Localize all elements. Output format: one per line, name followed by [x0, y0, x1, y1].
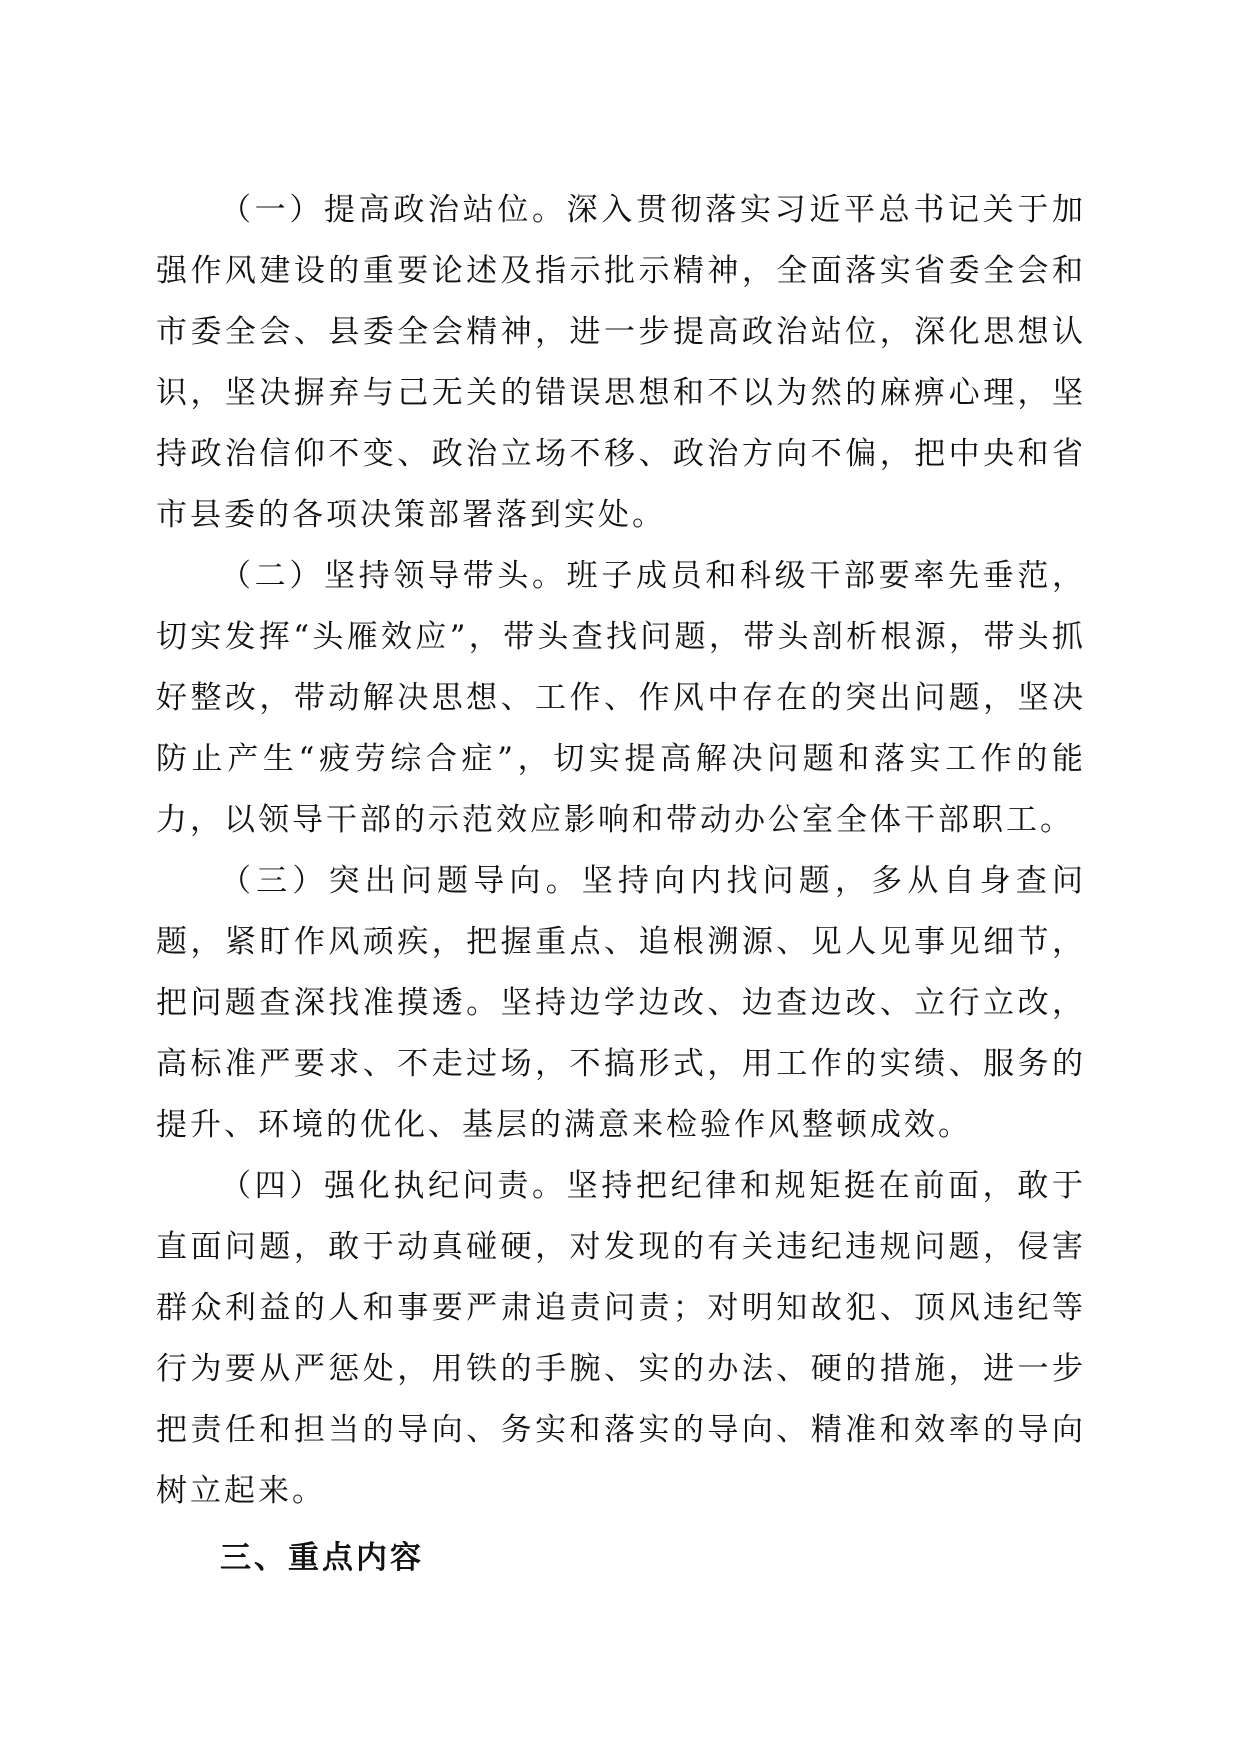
paragraph-political-standing: [156, 180, 1086, 546]
paragraph-text: 坚持向内找问题，多从自身查问题，紧盯作风顽疾，把握重点、追根溯源、见人见事见细节，把问题查深找准摸透。坚持边学边改、边查边改、立行立改，高标准严要求、不走过场，不搞形式，用工作的实绩、服务的提升、环境的优化、基层的满意来检验作风整顿成效。: [156, 863, 1087, 1143]
paragraph-lead: （三）突出问题导向。: [220, 863, 582, 899]
paragraph-text: 坚持把纪律和规矩挺在前面，敢于直面问题，敢于动真碰硬，对发现的有关违纪违规问题，侵害群众利益的人和事要严肃追责问责；对明知故犯、顶风违纪等行为要从严惩处，用铁的手腕、实的办法、硬的措施，进一步把责任和担当的导向、务实和落实的导向、精准和效率的导向树立起来。: [156, 1168, 1087, 1509]
paragraph-text: 深入贯彻落实习近平总书记关于加强作风建设的重要论述及指示批示精神，全面落实省委全会和市委全会、县委全会精神，进一步提高政治站位，深化思想认识，坚决摒弃与己无关的错误思想和不以为然的麻痹心理，坚持政治信仰不变、政治立场不移、政治方向不偏，把中央和省市县委的各项决策部署落到实处。: [156, 192, 1087, 533]
paragraph-lead: （一）提高政治站位。: [220, 192, 567, 228]
paragraph-lead: （二）坚持领导带头。: [220, 558, 567, 594]
document-body: [156, 180, 1086, 1589]
paragraph-problem-oriented: [156, 851, 1086, 1156]
section-heading: 三、重点内容: [220, 1540, 424, 1576]
paragraph-text: 班子成员和科级干部要率先垂范，切实发挥“头雁效应”，带头查找问题，带头剖析根源，带头抓好整改，带动解决思想、工作、作风中存在的突出问题，坚决防止产生“疲劳综合症”，切实提高解决问题和落实工作的能力，以领导干部的示范效应影响和带动办公室全体干部职工。: [156, 558, 1087, 838]
paragraph-leadership-example: [156, 546, 1086, 851]
paragraph-lead: （四）强化执纪问责。: [220, 1168, 567, 1204]
paragraph-discipline-accountability: [156, 1156, 1086, 1522]
